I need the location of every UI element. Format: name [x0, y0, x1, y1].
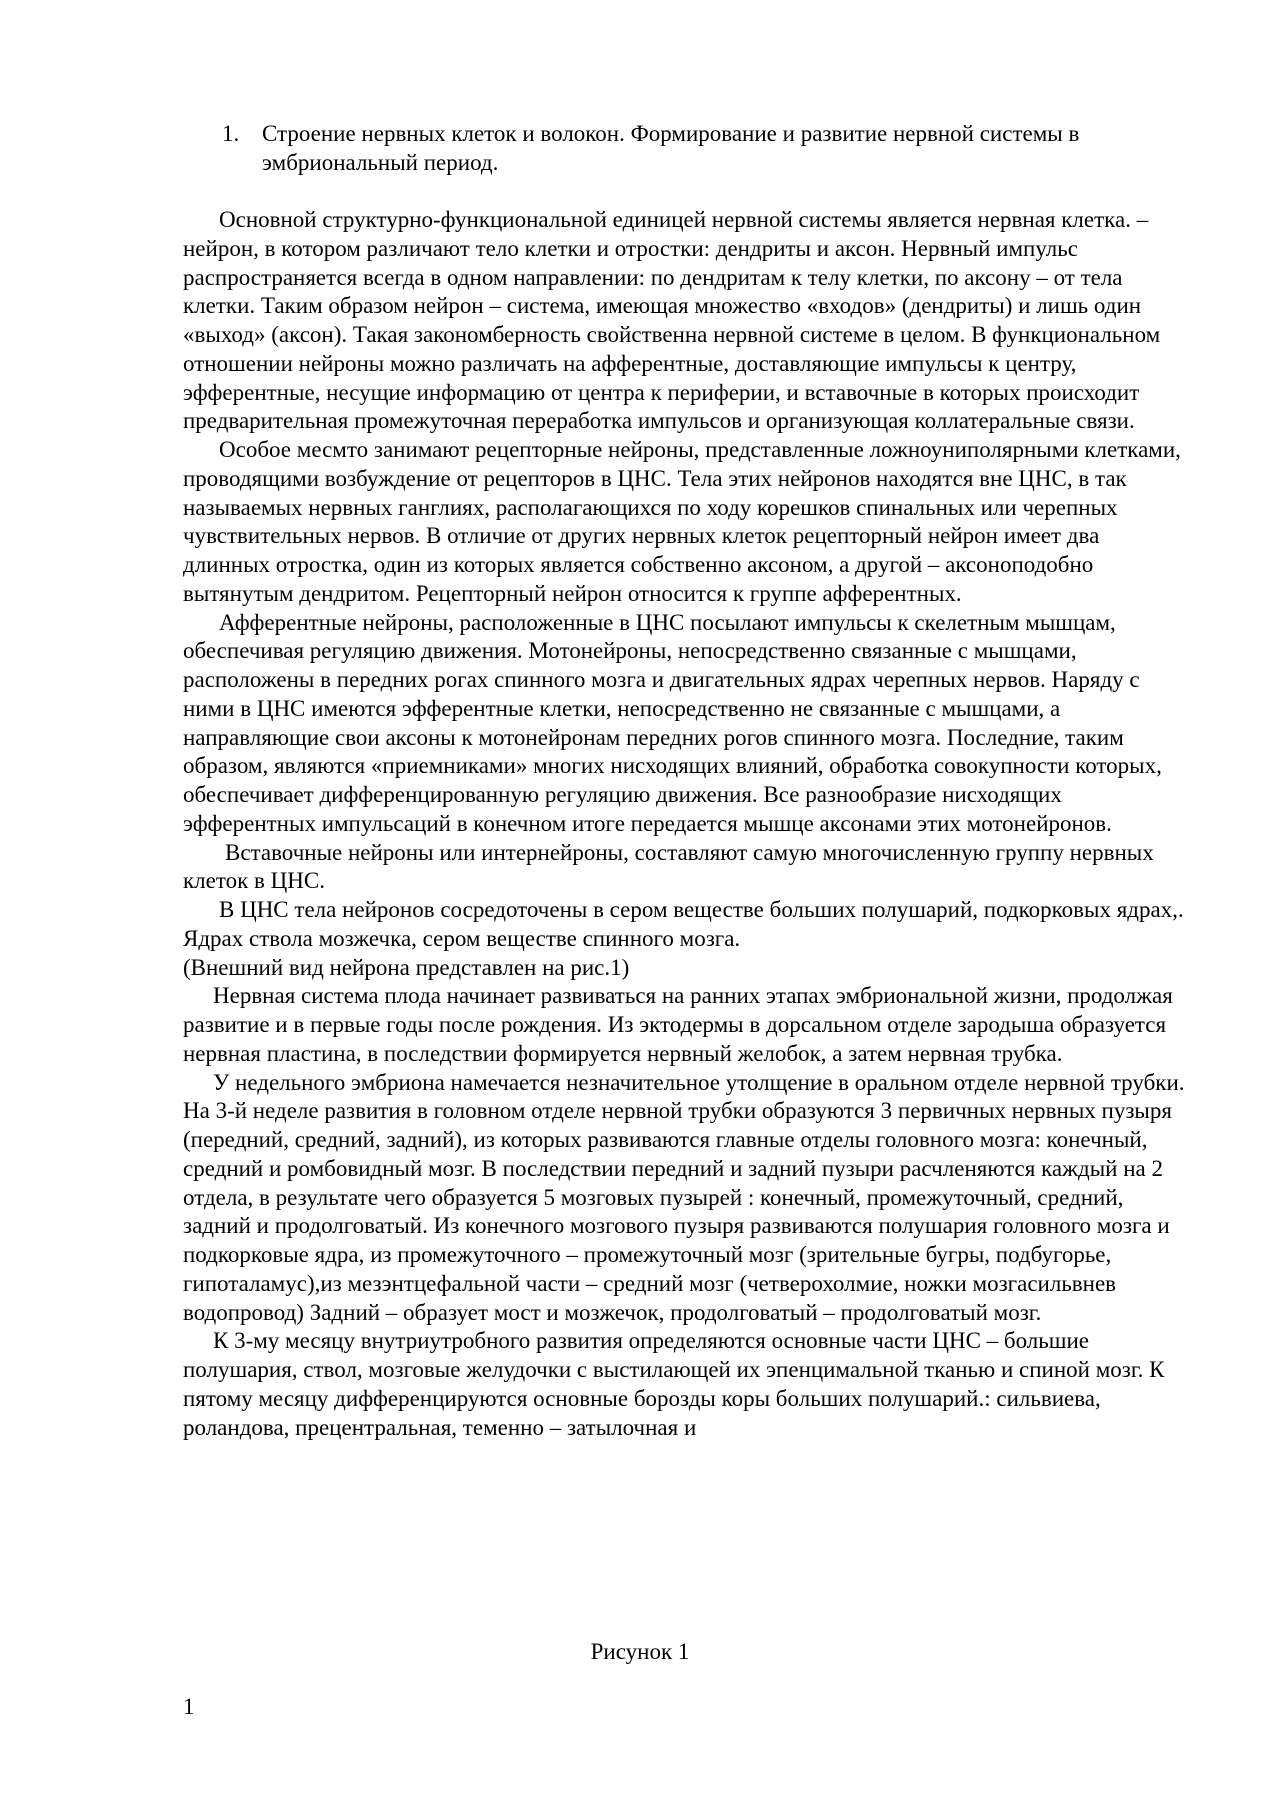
- heading-number: 1.: [222, 121, 240, 146]
- paragraph-neuron-structure: Основной структурно-функциональной единицей нервной системы является нервная клетка. – нейрон, в котором различают тело клетки и отростки: дендриты и аксон. Нервный импульс распространяется всегда в одном направлении: по дендритам к телу клетки, по аксону – от тела клетки. Таким образом нейрон – система, имеющая множество «входов» (дендриты) и лишь один «выход» (аксон). Такая закономберность свойственна нервной системе в целом. В функциональном отношении нейроны можно различать на афферентные, доставляющие импульсы к центру, эфферентные, несущие информацию от центра к периферии, и вставочные в которых происходит предварительная промежуточная переработка импульсов и организующая коллатеральные связи.: [183, 207, 1161, 434]
- paragraph-cns-gray-matter: В ЦНС тела нейронов сосредоточены в сером веществе больших полушарий, подкорковых ядрах,. Ядрах ствола мозжечка, сером веществе спинного мозга.: [183, 897, 1184, 951]
- paragraph-fetal-development: Нервная система плода начинает развиваться на ранних этапах эмбриональной жизни, продолжая развитие и в первые годы после рождения. Из эктодермы в дорсальном отделе зародыша образуется нервная пластина, в последствии формируется нервный желобок, а затем нервная трубка.: [183, 983, 1173, 1066]
- section-heading: [222, 120, 1207, 177]
- paragraph-receptor-neurons: Особое месмто занимают рецепторные нейроны, представленные ложноуниполярными клетками, проводящими возбуждение от рецепторов в ЦНС. Тела этих нейронов находятся вне ЦНС, в так называемых нервных ганглиях, располагающихся по ходу корешков спинальных или черепных чувствительных нервов. В отличие от других нервных клеток рецепторный нейрон имеет два длинных отростка, один из которых является собственно аксоном, а другой – аксоноподобно вытянутым дендритом. Рецепторный нейрон относится к группе афферентных.: [183, 437, 1181, 606]
- paragraph-afferent-neurons: Афферентные нейроны, расположенные в ЦНС посылают импульсы к скелетным мышцам, обеспечивая регуляцию движения. Мотонейроны, непосредственно связанные с мышцами, расположены в передних рогах спинного мозга и двигательных ядрах черепных нервов. Наряду с ними в ЦНС имеются эфферентные клетки, непосредственно не связанные с мышцами, а направляющие свои аксоны к мотонейронам передних рогов спинного мозга. Последние, таким образом, являются «приемниками» многих нисходящих влияний, обработка совокупности которых, обеспечивает дифференцированную регуляцию движения. Все разнообразие нисходящих эфферентных импульсаций в конечном итоге передается мышце аксонами этих мотонейронов.: [183, 609, 1162, 836]
- figure-caption: Рисунок 1: [590, 1639, 690, 1664]
- paragraph-figure-reference: (Внешний вид нейрона представлен на рис.1): [183, 954, 630, 980]
- paragraph-brain-vesicles: У недельного эмбриона намечается незначительное утолщение в оральном отделе нервной трубки. На 3-й неделе развития в головном отделе нервной трубки образуются 3 первичных нервных пузыря (передний, средний, задний), из которых развиваются главные отделы головного мозга: конечный, средний и ромбовидный мозг. В последствии передний и задний пузыри расчленяются каждый на 2 отдела, в результате чего образуется 5 мозговых пузырей : конечный, промежуточный, средний, задний и продолговатый. Из конечного мозгового пузыря развиваются полушария головного мозга и подкорковые ядра, из промежуточного – промежуточный мозг (зрительные бугры, подбугорье, гипоталамус),из мезэнтцефальной части – средний мозг (четверохолмие, ножки мозгасильвнев водопровод) Задний – образует мост и мозжечок, продолговатый – продолговатый мозг.: [183, 1069, 1185, 1325]
- paragraph-third-month: К 3-му месяцу внутриутробного развития определяются основные части ЦНС – большие полушария, ствол, мозговые желудочки с выстилающей их эпенцимальной тканью и спиной мозг. К пятому месяцу дифференцируются основные борозды коры больших полушарий.: сильвиева, роландова, прецентральная, теменно – затылочная и: [183, 1328, 1165, 1440]
- paragraph-interneurons: Вставочные нейроны или интернейроны, составляют самую многочисленную группу нервных клеток в ЦНС.: [183, 839, 1154, 894]
- page-number: 1: [183, 1694, 195, 1719]
- body-text: [183, 206, 1186, 1442]
- heading-text: Строение нервных клеток и волокон. Формирование и развитие нервной системы в эмбриональный период.: [262, 121, 1080, 175]
